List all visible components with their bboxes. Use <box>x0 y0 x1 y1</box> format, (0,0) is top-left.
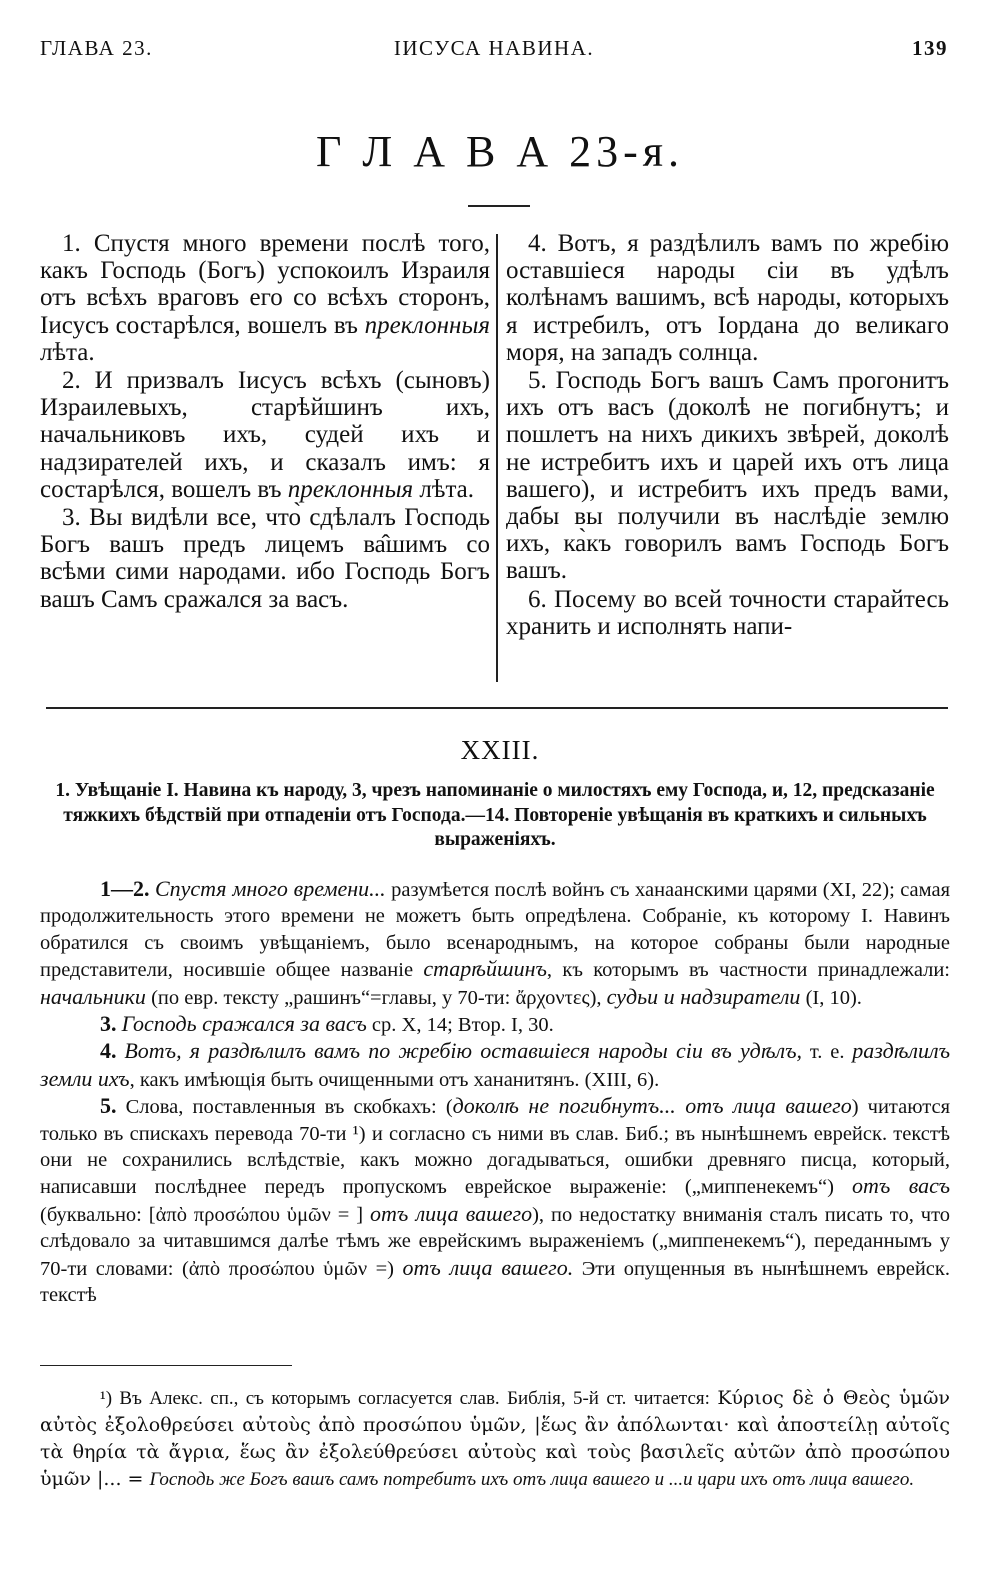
footnote <box>40 1385 950 1493</box>
left-column <box>40 230 490 614</box>
right-column <box>506 230 949 641</box>
commentary-paragraph: 1—2. Спустя много времени... разумѣется послѣ войнъ съ ханаанскими царями (XI, 22); самая продолжительность этого времени не можетъ быть опредѣлена. Собраніе, къ которому І. Навинъ обратился съ своимъ увѣщаніемъ, было всенароднымъ, на которое собраны были народные представители, носившіе общее названіе старѣйшинъ, къ которымъ въ частности принадлежали: начальники (по евр. тексту „рашинъ“=главы, у 70-ти: ἄρχοντες), судьи и надзиратели (I, 10). <box>40 876 951 1009</box>
verse: 3. Вы видѣли все, что̀ сдѣлалъ Господь Богъ вашъ предъ лицемъ ва̂шимъ со всѣми сими народами. ибо Господь Богъ вашъ Самъ сражался за васъ. <box>40 504 491 613</box>
verse: 4. Вотъ, я раздѣлилъ вамъ по жребію оставшіеся народы сіи въ удѣлъ колѣнамъ вашимъ, всѣ народы, которыхъ я истребилъ, отъ Іордана до великаго моря, на западъ солнца. <box>506 230 949 366</box>
footnote-rule <box>40 1365 292 1366</box>
footnote-paragraph: ¹) Въ Алекс. сп., съ которымъ согласуется слав. Библія, 5-й ст. читается: Κύριος δὲ ὁ Θεὸς ὑμῶν αὐτὸς ἐξολοθρεύσει αὐτοὺς ἀπὸ προσώπου ὑμῶν, |ἕως ἂν ἀπόλωνται· καὶ ἀποστείλῃ αὐτοῖς τὰ θηρία τὰ ἄγρια, ἕως ἂν ἐξολεύθρεύσει αὐτοὺς καὶ τοὺς βασιλεῖς αὐτῶν ἀπὸ προσώπου ὑμῶν |... = Господь же Богъ вашъ самъ потребитъ ихъ отъ лица вашего и ...и цари ихъ отъ лица вашего. <box>40 1387 950 1490</box>
section-numeral: XXIII. <box>460 735 540 765</box>
running-head-book: ІИСУСА НАВИНА. <box>393 36 595 60</box>
verse: 2. И призвалъ Іисусъ всѣхъ (сыновъ) Израилевыхъ, старѣйшинъ ихъ, начальниковъ ихъ, судей ихъ и надзирателей ихъ, и сказалъ имъ: я состарѣлся, вошелъ въ преклонныя лѣта. <box>40 367 490 503</box>
title-rule <box>468 205 530 207</box>
verse: 5. Господь Богъ вашъ Самъ прогонитъ ихъ отъ васъ (доколѣ не погибнутъ; и пошлетъ на нихъ дикихъ звѣрей, доколѣ не истребитъ ихъ и царей ихъ отъ лица вашего), и истребитъ ихъ предъ вами, дабы вы получили въ наслѣдіе землю ихъ, ка̀къ говорилъ вамъ Господь Богъ вашъ. <box>506 367 949 585</box>
chapter-summary: 1. Увѣщаніе І. Навина къ народу, 3, чрезъ напоминаніе о милостяхъ ему Господа, и, 12, предсказаніе тяжкихъ бѣдствій при отпаденіи отъ Господа.—14. Повтореніе увѣщанія въ краткихъ и сильныхъ выраженіяхъ. <box>55 780 935 850</box>
commentary-paragraph: 4. Вотъ, я раздѣлилъ вамъ по жребію оставшіеся народы сіи въ удѣлъ, т. е. раздѣлилъ земли ихъ, какъ имѣющія быть очищенными отъ хананитянъ. (XIII, 6). <box>40 1038 950 1091</box>
commentary-paragraph: 3. Господь сражался за васъ ср. X, 14; Втор. I, 30. <box>100 1011 554 1037</box>
commentary-paragraph: 5. Слова, поставленныя въ скобкахъ: (доколѣ не погибнутъ... отъ лица вашего) читаются только въ спискахъ перевода 70-ти ¹) и согласно съ ними въ слав. Биб.; въ нынѣшнемъ еврейск. текстѣ они не сохранились вслѣдствіе, какъ можно догадываться, ошибки древняго писца, который, написавши послѣднее передъ пропускомъ еврейское выраженіе: („миппенекемъ“) отъ васъ (буквально: [ἀπὸ προσώπου ὑμῶν = ] отъ лица вашего), по недостатку вниманія сталъ писать то, что слѣдовало за читавшимся далѣе тѣмъ же еврейскимъ выраженіемъ („миппенекемъ“), переданнымъ у 70-ти словами: (ἀπὸ προσώπου ὑμῶν =) отъ лица вашего. Эти опущенныя въ нынѣшнемъ еврейск. текстѣ <box>40 1093 951 1307</box>
scripture-columns <box>40 230 950 686</box>
page-number: 139 <box>912 36 948 60</box>
chapter-title: Г Л А В А 23-я. <box>315 127 685 176</box>
column-divider <box>496 234 498 682</box>
section-rule <box>46 707 948 709</box>
verse: 6. Посему во всей точности старайтесь хранить и исполнять напи- <box>506 585 949 640</box>
verse: 1. Спустя много времени послѣ того, какъ Господь (Богъ) успокоилъ Израиля отъ всѣхъ враговъ его со всѣхъ сторонъ, Іисусъ состарѣлся, вошелъ въ преклонныя лѣта. <box>40 230 490 366</box>
running-head-chapter: ГЛАВА 23. <box>40 36 153 60</box>
running-head <box>40 36 948 66</box>
commentary <box>40 876 950 1309</box>
